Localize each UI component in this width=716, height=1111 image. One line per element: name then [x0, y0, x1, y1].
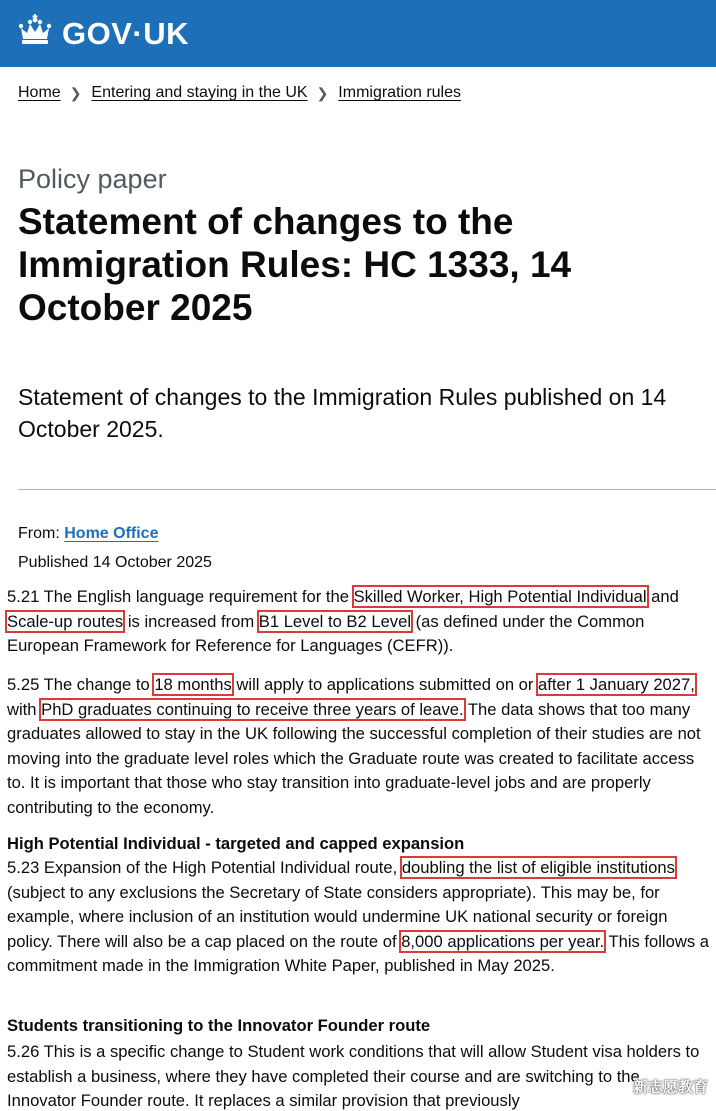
highlight-phd: PhD graduates continuing to receive three years of leave. [41, 699, 464, 719]
text: The data shows that too many graduates allowed to stay in the UK following the successful completion of their studies are not moving into the graduate level roles which the Graduate route was created to facilitate access to. It is important that those who stay transition into graduate-level jobs and are properly contributing to the economy. [7, 699, 701, 817]
text: will apply to applications submitted on or [231, 675, 539, 694]
highlight-cap: 8,000 applications per year. [401, 931, 605, 951]
text: (subject to any exclusions the Secretary of State considers appropriate). This may be, for example, where inclusion of an institution would undermine UK national security or foreign policy. There will also be a cap placed on the route of [7, 882, 668, 951]
paragraph-5-26: 5.26 This is a specific change to Student work conditions that will allow Student visa holders to establish a business, where they have completed their course and are switching to the Innovator Founder route. It replaces a similar provision that previously [7, 1042, 700, 1111]
paragraph-5-25 [7, 673, 713, 821]
breadcrumb-home[interactable]: Home [18, 84, 61, 101]
heading-hpi: High Potential Individual - targeted and capped expansion [7, 834, 465, 853]
text: (as defined under the Common European Framework for Reference for Languages (CEFR)). [7, 611, 645, 656]
chevron-right-icon: ❯ [69, 84, 82, 101]
text: with [7, 699, 42, 719]
from-label: From: [18, 525, 60, 542]
home-office-link[interactable]: Home Office [64, 525, 159, 542]
paragraph-5-21 [7, 585, 713, 659]
divider [18, 489, 716, 490]
highlight-routes: Skilled Worker, High Potential Individual [353, 587, 647, 606]
text: 5.23 Expansion of the High Potential Individual route, [7, 858, 402, 877]
breadcrumb [18, 82, 461, 104]
text: is increased from [123, 611, 259, 631]
breadcrumb-immigration-rules[interactable]: Immigration rules [338, 84, 461, 101]
crown-icon [16, 13, 54, 51]
breadcrumb-entering-staying[interactable]: Entering and staying in the UK [91, 84, 308, 101]
govuk-logo[interactable]: GOV·UK [62, 16, 189, 51]
highlight-scaleup: Scale-up routes [7, 611, 124, 631]
text: This follows a commitment made in the Immigration White Paper, published in May 2025. [7, 931, 709, 976]
text: 5.25 The change to [7, 675, 155, 694]
text: 5.21 The English language requirement for the [7, 587, 354, 606]
govuk-header [0, 0, 716, 67]
highlight-date: after 1 January 2027, [538, 675, 695, 694]
page-title: Statement of changes to the Immigration Rules: HC 1333, 14 October 2025 [18, 201, 572, 328]
from-line [18, 523, 158, 545]
page-caption: Policy paper [18, 164, 167, 194]
text: and [646, 587, 679, 606]
heading-innovator: Students transitioning to the Innovator Founder route [7, 1016, 431, 1035]
page-lead: Statement of changes to the Immigration Rules published on 14 October 2025. [18, 384, 667, 442]
highlight-level: B1 Level to B2 Level [258, 611, 412, 631]
published-date: Published 14 October 2025 [18, 554, 212, 571]
paragraph-5-23 [7, 856, 713, 979]
highlight-institutions: doubling the list of eligible institutions [401, 858, 675, 877]
highlight-18-months: 18 months [154, 675, 232, 694]
chevron-right-icon: ❯ [316, 84, 329, 101]
watermark: 新志愿教育 [632, 1079, 708, 1096]
